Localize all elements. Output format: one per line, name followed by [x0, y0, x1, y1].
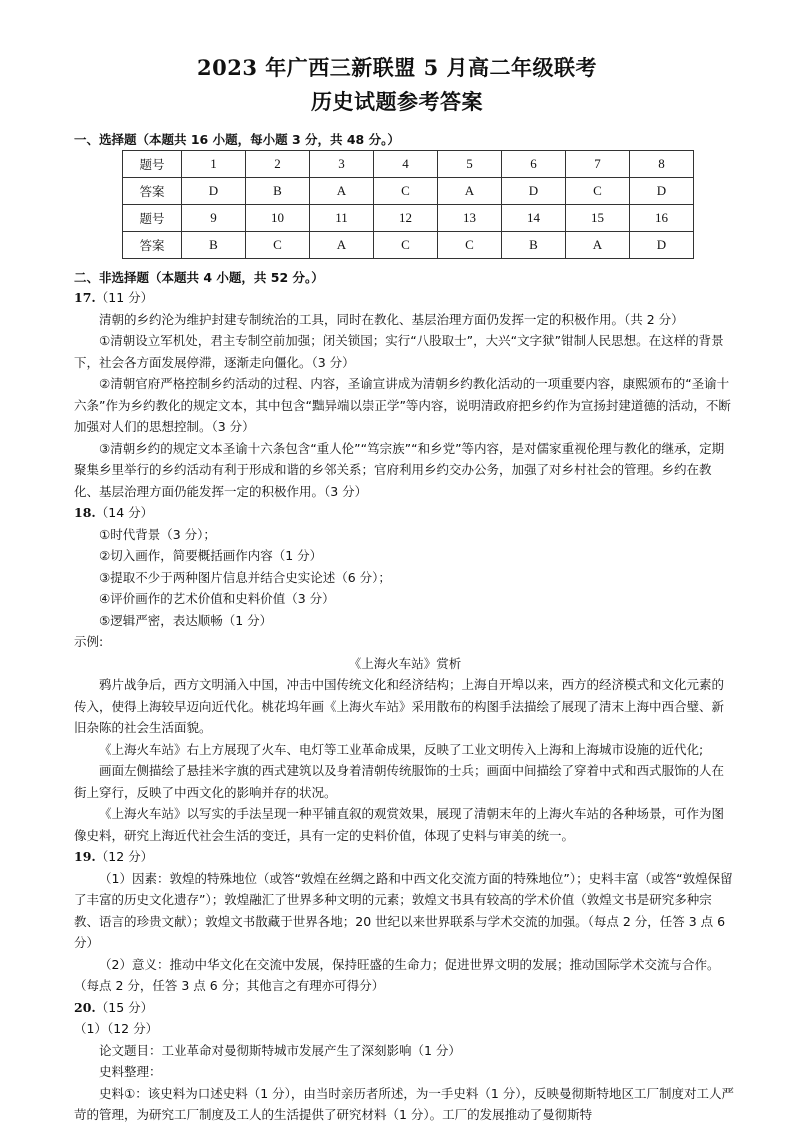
question-18-header — [74, 502, 736, 524]
table-cell: C — [374, 178, 438, 205]
question-number-label: 题号 — [123, 205, 182, 232]
answer-label: 答案 — [123, 178, 182, 205]
table-cell: B — [246, 178, 310, 205]
table-cell: 15 — [566, 205, 630, 232]
question-score: （15 分） — [95, 999, 154, 1015]
question-number: 20. — [74, 999, 96, 1015]
question-score: （11 分） — [95, 290, 154, 305]
table-cell: C — [246, 232, 310, 259]
table-cell: D — [182, 178, 246, 205]
table-cell: C — [374, 232, 438, 259]
answer-paragraph: ③清朝乡约的规定文本圣谕十六条包含“重人伦”“笃宗族”“和乡党”等内容，是对儒家重视伦理与教化的继承，定期聚集乡里举行的乡约活动有利于形成和谐的乡邻关系；官府利用乡约交办公务，加强了对乡村社会的管理。乡约在教化、基层治理方面仍能发挥一定的积极作用。（3 分） — [74, 440, 725, 499]
table-cell: 8 — [630, 151, 694, 178]
table-cell: B — [182, 232, 246, 259]
answer-paragraph: 史料①：该史料为口述史料（1 分），由当时亲历者所述，为一手史料（1 分），反映曼彻斯特地区工厂制度对工人严苛的管理，为研究工厂制度及工人的生活提供了研究材料（1 分）。工厂的发展推动了曼彻斯特 — [74, 1085, 735, 1122]
answer-paragraph: 《上海火车站》右上方展现了火车、电灯等工业革命成果，反映了工业文明传入上海和上海城市设施的近代化; — [99, 741, 704, 757]
answer-label: 答案 — [123, 232, 182, 259]
table-cell: 14 — [502, 205, 566, 232]
answer-paragraph: 《上海火车站》以写实的手法呈现一种平铺直叙的观赏效果，展现了清朝末年的上海火车站的各种场景，可作为图像史料，研究上海近代社会生活的变迁，具有一定的史料价值，体现了史料与审美的统一。 — [74, 806, 725, 843]
question-number: 17. — [74, 290, 96, 305]
answer-paragraph: 清朝的乡约沦为维护封建专制统治的工具，同时在教化、基层治理方面仍发挥一定的积极作用。（共 2 分） — [99, 311, 684, 327]
list-item: ③提取不少于两种图片信息并结合史实论述（6 分）； — [99, 569, 391, 585]
table-cell: 7 — [566, 151, 630, 178]
table-cell: 3 — [310, 151, 374, 178]
answer-paragraph: 画面左侧描绘了悬挂米字旗的西式建筑以及身着清朝传统服饰的士兵；画面中间描绘了穿着中式和西式服饰的人在街上穿行，反映了中西文化的影响并存的状况。 — [74, 763, 725, 800]
question-number: 18. — [74, 505, 96, 520]
answer-paragraph: （2）意义：推动中华文化在交流中发展，保持旺盛的生命力；促进世界文明的发展；推动国际学术交流与合作。（每点 2 分，任答 3 点 6 分；其他言之有理亦可得分） — [74, 956, 720, 993]
answer-paragraph: 鸦片战争后，西方文明涌入中国，冲击中国传统文化和经济结构；上海自开埠以来，西方的经济模式和文化元素的传入，使得上海较早迈向近代化。桃花坞年画《上海火车站》采用散布的构图手法描绘了展现了清末上海中西合璧、新旧杂陈的社会生活面貌。 — [74, 677, 725, 735]
table-row — [123, 232, 694, 259]
table-cell: 4 — [374, 151, 438, 178]
answer-paragraph: （1）因素：敦煌的特殊地位（或答“敦煌在丝绸之路和中西文化交流方面的特殊地位”）；史料丰富（或答“敦煌保留了丰富的历史文化遗存”）；敦煌融汇了世界多种文明的元素；敦煌文书具有较高的学术价值（敦煌文书是研究多种宗教、语言的珍贵文献）；敦煌文书散藏于世界各地；20 世纪以来世界联系与学术交流的加强。（每点 2 分，任答 3 点 6 分） — [74, 870, 733, 950]
section2-heading: 二、非选择题（本题共 4 小题，共 52 分。） — [74, 270, 324, 285]
table-cell: 11 — [310, 205, 374, 232]
section1-heading: 一、选择题（本题共 16 小题，每小题 3 分，共 48 分。） — [74, 132, 400, 147]
list-item: ⑤逻辑严密，表达顺畅（1 分） — [99, 612, 273, 628]
table-cell: 5 — [438, 151, 502, 178]
table-cell: 12 — [374, 205, 438, 232]
list-item: ①时代背景（3 分）； — [99, 526, 216, 542]
table-cell: A — [310, 178, 374, 205]
exam-subtitle: 历史试题参考答案 — [311, 89, 483, 114]
table-cell: 1 — [182, 151, 246, 178]
table-row — [123, 205, 694, 232]
example-title: 《上海火车站》赏析 — [348, 655, 462, 671]
table-cell: D — [630, 232, 694, 259]
table-cell: 10 — [246, 205, 310, 232]
list-item: ②切入画作，简要概括画作内容（1 分） — [99, 548, 323, 563]
table-cell: D — [630, 178, 694, 205]
answer-paragraph: ①清朝设立军机处，君主专制空前加强；闭关锁国；实行“八股取士”，大兴“文字狱”钳制人民思想。在这样的背景下，社会各方面发展停滞，逐渐走向僵化。（3 分） — [74, 333, 724, 370]
example-label: 示例: — [74, 634, 104, 649]
list-item: ④评价画作的艺术价值和史料价值（3 分） — [99, 591, 335, 606]
question-score: （14 分） — [95, 505, 154, 520]
question-17-header — [74, 287, 736, 309]
source-organize-label: 史料整理： — [99, 1064, 162, 1079]
table-cell: D — [502, 178, 566, 205]
question-number-label: 题号 — [123, 151, 182, 178]
table-cell: 9 — [182, 205, 246, 232]
table-cell: C — [566, 178, 630, 205]
paper-topic: 论文题目：工业革命对曼彻斯特城市发展产生了深刻影响（1 分） — [99, 1042, 461, 1058]
table-cell: 2 — [246, 151, 310, 178]
table-cell: 16 — [630, 205, 694, 232]
table-cell: A — [566, 232, 630, 259]
sub-question-label: （1）（12 分） — [74, 1021, 159, 1036]
table-row — [123, 178, 694, 205]
answer-paragraph: ②清朝官府严格控制乡约活动的过程、内容，圣谕宣讲成为清朝乡约教化活动的一项重要内容，康熙颁布的“圣谕十六条”作为乡约教化的规定文本，其中包含“黜异端以崇正学”等内容，说明清政府把乡约作为宣扬封建道德的活动，不断加强对人们的思想控制。（3 分） — [74, 376, 731, 434]
table-cell: 13 — [438, 205, 502, 232]
table-cell: B — [502, 232, 566, 259]
table-cell: A — [310, 232, 374, 259]
exam-title: 2023 年广西三新联盟 5 月高二年级联考 — [197, 55, 597, 80]
table-row — [123, 151, 694, 178]
question-19-header — [74, 846, 736, 868]
answers-body — [74, 287, 736, 1126]
answer-table — [122, 150, 694, 259]
table-cell: C — [438, 232, 502, 259]
table-cell: 6 — [502, 151, 566, 178]
question-20-header — [74, 997, 736, 1019]
question-score: （12 分） — [95, 849, 154, 864]
table-cell: A — [438, 178, 502, 205]
question-number: 19. — [74, 849, 96, 864]
